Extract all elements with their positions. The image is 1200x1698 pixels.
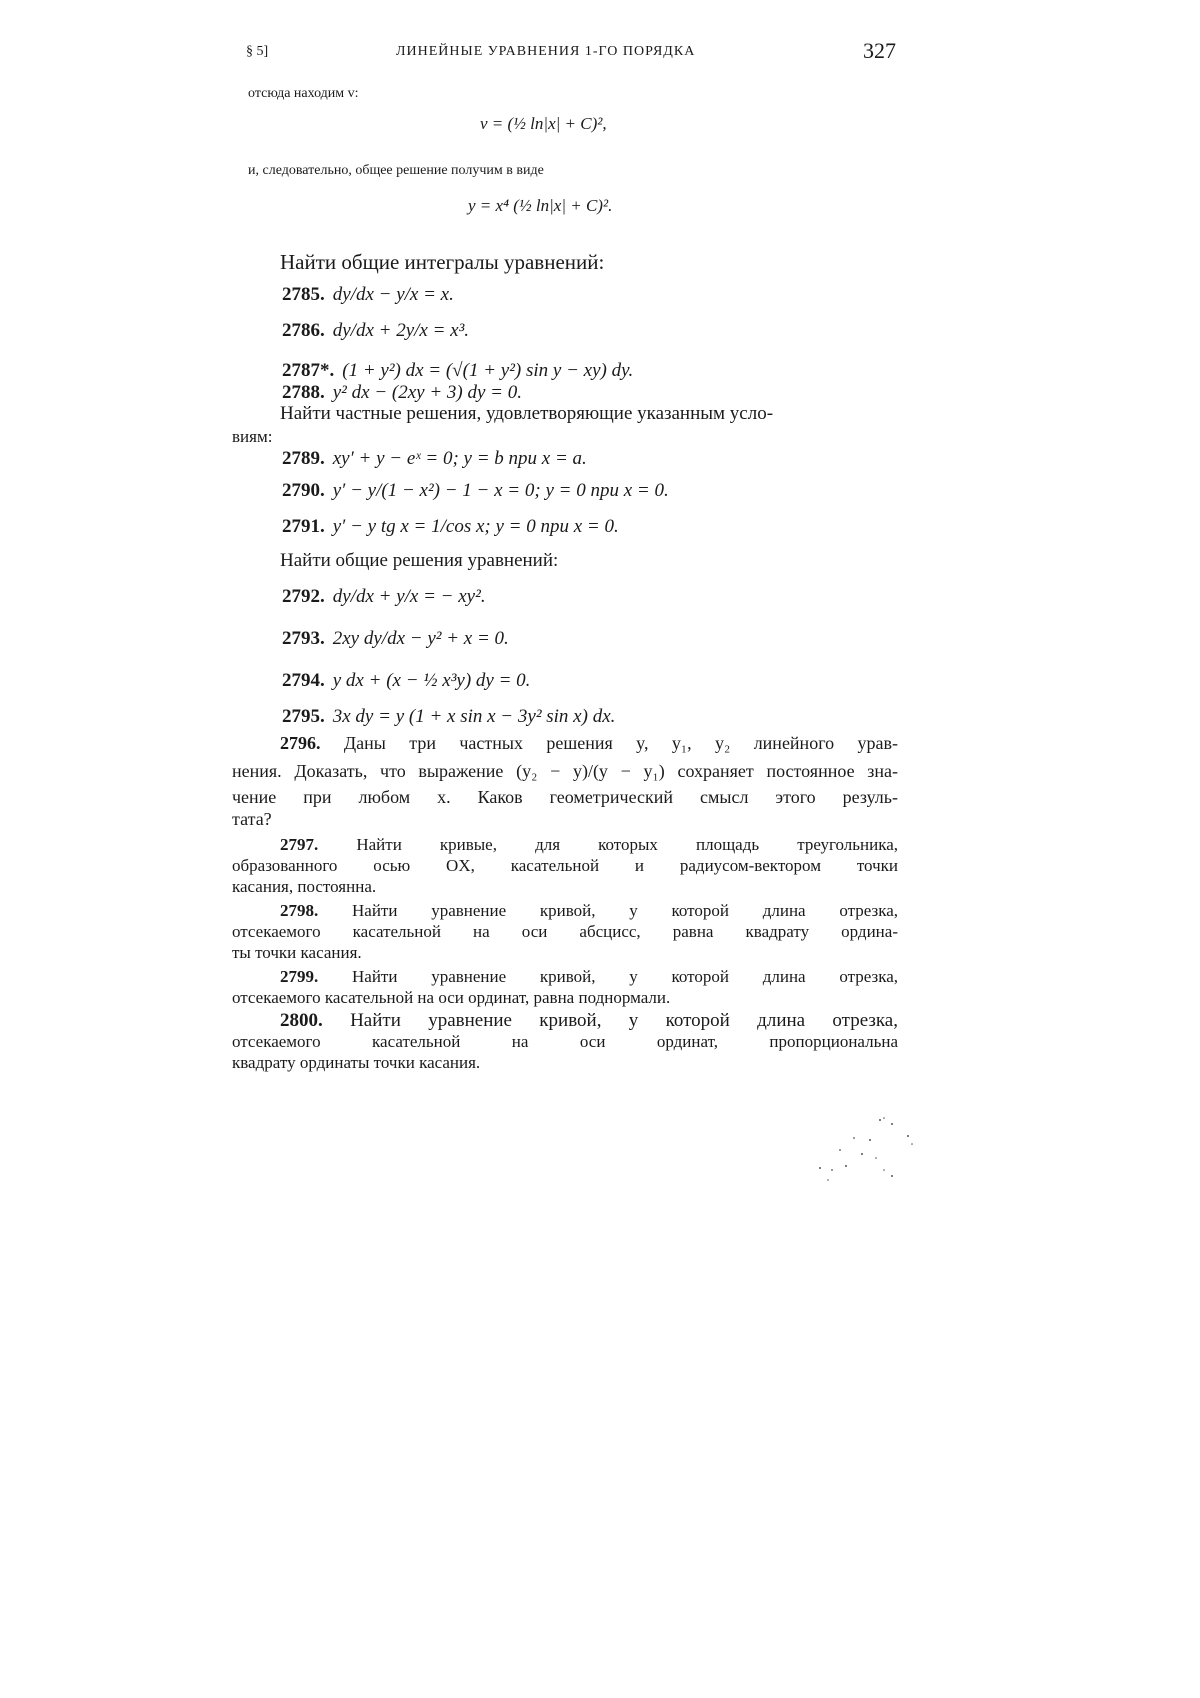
paragraph-line: чение при любом x. Каков геометрический смысл этого резуль- <box>232 787 898 807</box>
paragraph-line: отсекаемого касательной на оси абсцисс, равна квадрату ордина- <box>232 922 898 941</box>
problem-number: 2791. <box>282 516 325 537</box>
page-number: 327 <box>863 38 896 63</box>
problem-equation: y′ − y tg x = 1/cos x; y = 0 при x = 0. <box>332 516 619 537</box>
problem-number: 2799. <box>280 967 319 986</box>
problem-number: 2786. <box>282 320 325 341</box>
problem-number: 2787*. <box>282 360 335 381</box>
paragraph-line: касания, постоянна. <box>232 877 377 896</box>
section-heading-2-cont: виям: <box>232 427 273 446</box>
problem-2797 <box>232 834 898 897</box>
page-header <box>246 38 896 68</box>
section-heading-3: Найти общие решения уравнений: <box>280 550 559 571</box>
problem-number: 2785. <box>282 284 325 305</box>
problem-equation: 3x dy = y (1 + x sin x − 3y² sin x) dx. <box>332 706 616 727</box>
problem-2789 <box>282 448 587 470</box>
paragraph-line: образованного осью OX, касательной и радиусом-вектором точки <box>232 856 898 875</box>
paragraph-line <box>232 732 898 754</box>
problem-number: 2792. <box>282 586 325 607</box>
problem-number: 2789. <box>282 448 325 469</box>
paragraph-line <box>232 966 898 987</box>
problem-2795 <box>282 706 615 728</box>
paragraph-text: Найти уравнение кривой, у которой длина отрезка, <box>352 967 899 986</box>
problem-2790 <box>282 480 669 502</box>
problem-2785 <box>282 284 454 306</box>
paragraph-text: Найти кривые, для которых площадь треугольника, <box>356 835 899 854</box>
problem-2793 <box>282 628 509 650</box>
problem-equation: dy/dx + 2y/x = x³. <box>332 320 470 341</box>
problem-equation: xy′ + y − eˣ = 0; y = b при x = a. <box>332 448 587 469</box>
problem-equation: dy/dx − y/x = x. <box>332 284 454 305</box>
problem-number: 2796. <box>280 733 321 753</box>
problem-2792 <box>282 586 486 608</box>
paragraph-line: тата? <box>232 809 272 829</box>
paragraph-text: Найти уравнение кривой, у которой длина отрезка, <box>352 901 899 920</box>
paragraph-line <box>232 834 898 855</box>
section-heading-2: Найти частные решения, удовлетворяющие указанным усло- <box>280 403 774 424</box>
problem-2788 <box>282 382 522 404</box>
problem-equation: dy/dx + y/x = − xy². <box>332 586 486 607</box>
problem-2796 <box>232 732 898 830</box>
problem-number: 2798. <box>280 901 319 920</box>
problem-2791 <box>282 516 619 538</box>
problem-number: 2795. <box>282 706 325 727</box>
scan-noise <box>780 1110 930 1190</box>
problem-2798 <box>232 900 898 963</box>
problem-2787 <box>282 360 633 382</box>
problem-2800 <box>232 1010 898 1073</box>
problem-number: 2800. <box>280 1010 323 1031</box>
problem-number: 2790. <box>282 480 325 501</box>
section-mark: § 5] <box>246 44 269 59</box>
paragraph-text: Найти уравнение кривой, у которой длина отрезка, <box>350 1010 898 1031</box>
paragraph-line: отсекаемого касательной на оси ординат, равна поднормали. <box>232 988 671 1007</box>
paragraph-line <box>232 1010 898 1031</box>
problem-number: 2797. <box>280 835 319 854</box>
paragraph-line: отсекаемого касательной на оси ординат, пропорциональна <box>232 1032 898 1051</box>
paragraph-line: нения. Доказать, что выражение (y₂ − y)/(y − y₁) сохраняет постоянное зна- <box>232 761 898 781</box>
problem-number: 2793. <box>282 628 325 649</box>
problem-2794 <box>282 670 530 692</box>
paragraph-line: квадрату ординаты точки касания. <box>232 1053 481 1072</box>
problem-2799 <box>232 966 898 1008</box>
problem-number: 2794. <box>282 670 325 691</box>
section-heading-1: Найти общие интегралы уравнений: <box>280 250 605 274</box>
problem-equation: y² dx − (2xy + 3) dy = 0. <box>332 382 522 403</box>
problem-equation: y dx + (x − ½ x³y) dy = 0. <box>332 670 531 691</box>
problem-equation: y′ − y/(1 − x²) − 1 − x = 0; y = 0 при x = 0. <box>332 480 669 501</box>
intro-line-1: отсюда находим v: <box>248 86 359 101</box>
paragraph-line <box>232 900 898 921</box>
formula-v: v = (½ ln|x| + C)², <box>480 114 607 133</box>
problem-number: 2788. <box>282 382 325 403</box>
running-title: ЛИНЕЙНЫЕ УРАВНЕНИЯ 1-ГО ПОРЯДКА <box>396 44 696 59</box>
paragraph-text: Даны три частных решения y, y₁, y₂ линейного урав- <box>343 733 898 753</box>
formula-y: y = x⁴ (½ ln|x| + C)². <box>468 196 613 215</box>
problem-equation: 2xy dy/dx − y² + x = 0. <box>332 628 509 649</box>
problem-2786 <box>282 320 469 342</box>
problem-equation: (1 + y²) dx = (√(1 + y²) sin y − xy) dy. <box>342 360 634 381</box>
intro-line-2: и, следовательно, общее решение получим в виде <box>248 163 544 178</box>
paragraph-line: ты точки касания. <box>232 943 362 962</box>
